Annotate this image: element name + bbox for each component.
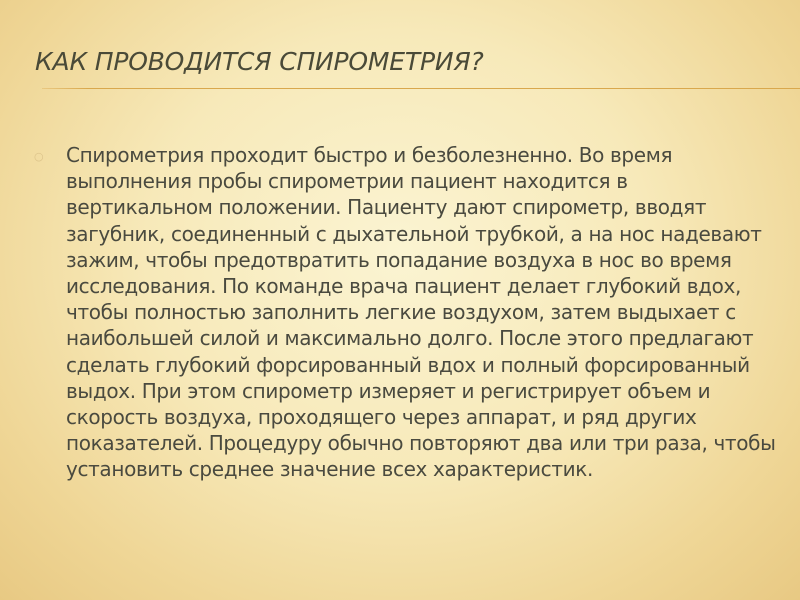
title-divider bbox=[42, 88, 800, 89]
ring-bullet-icon: ○ bbox=[34, 150, 44, 163]
bullet-text: Спирометрия проходит быстро и безболезненно. Во время выполнения пробы спирометрии пациент находится в вертикальном положении. Пациенту дают спирометр, вводят загубник, соединенный с дыхательной трубкой, а на нос надевают зажим, чтобы предотвратить попадание воздуха в нос во время исследования. По команде врача пациент делает глубокий вдох, чтобы полностью заполнить легкие воздухом, затем выдыхает с наибольшей силой и максимально долго. После этого предлагают сделать глубокий форсированный вдох и полный форсированный выдох. При этом спирометр измеряет и регистрирует объем и скорость воздуха, проходящего через аппарат, и ряд других показателей. Процедуру обычно повторяют два или три раза, чтобы установить среднее значение всех характеристик. bbox=[66, 143, 776, 482]
bullet-item bbox=[34, 142, 779, 483]
slide-title: КАК ПРОВОДИТСЯ СПИРОМЕТРИЯ? bbox=[35, 47, 484, 76]
